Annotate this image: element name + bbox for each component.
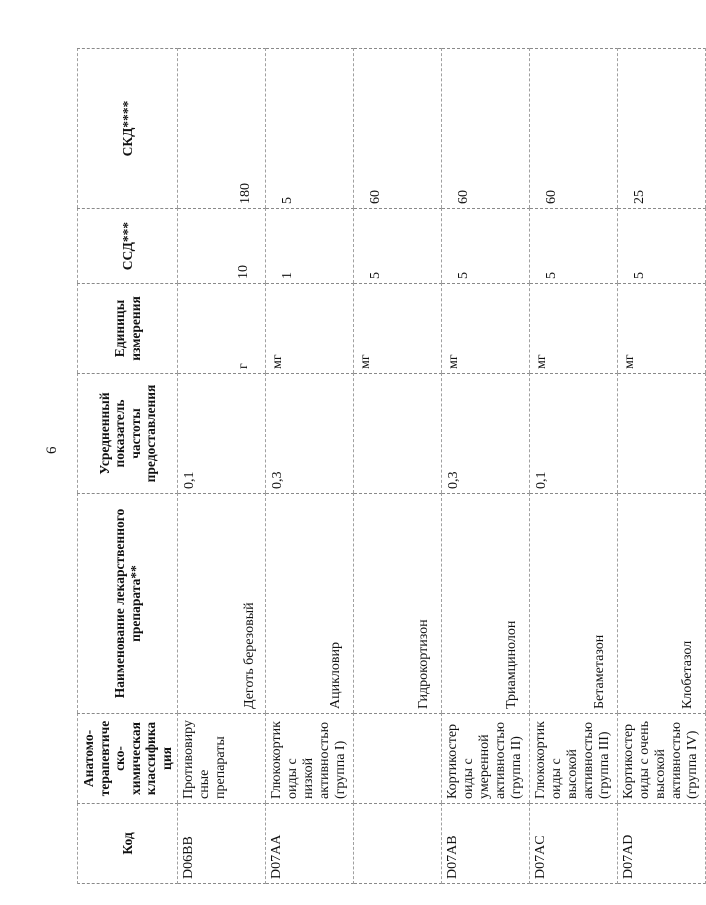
cell-freq xyxy=(354,374,442,494)
cell-ssd: 5 xyxy=(618,209,706,284)
cell-skd: 60 xyxy=(354,49,442,209)
table-row xyxy=(618,49,706,884)
cell-freq: 0,3 xyxy=(442,374,530,494)
header-freq: Усредненный показатель частоты предоставления xyxy=(78,374,178,494)
cell-code: D06BB xyxy=(178,804,266,884)
cell-ssd: 5 xyxy=(354,209,442,284)
table-row xyxy=(266,49,354,884)
cell-skd: 180 xyxy=(178,49,266,209)
cell-code: D07AD xyxy=(618,804,706,884)
cell-ssd: 5 xyxy=(442,209,530,284)
cell-skd: 60 xyxy=(530,49,618,209)
cell-atc: Кортикостероиды с умеренной активностью (группа II) xyxy=(442,714,530,804)
cell-freq: 0,1 xyxy=(530,374,618,494)
page-number: 6 xyxy=(44,446,60,454)
drug-table-container xyxy=(77,49,701,884)
cell-name: Гидрокортизон xyxy=(354,494,442,714)
header-ssd: ССД*** xyxy=(78,209,178,284)
cell-unit: мг xyxy=(354,284,442,374)
cell-atc xyxy=(354,714,442,804)
cell-code: D07AC xyxy=(530,804,618,884)
cell-skd: 5 xyxy=(266,49,354,209)
cell-name: Клобетазол xyxy=(618,494,706,714)
cell-atc: Кортикостероиды с очень высокой активностью (группа IV) xyxy=(618,714,706,804)
cell-code: D07AB xyxy=(442,804,530,884)
cell-ssd: 5 xyxy=(530,209,618,284)
cell-name: Бетаметазон xyxy=(530,494,618,714)
cell-code xyxy=(354,804,442,884)
header-name: Наименование лекарственного препарата** xyxy=(78,494,178,714)
table-row xyxy=(442,49,530,884)
cell-ssd: 1 xyxy=(266,209,354,284)
cell-unit: мг xyxy=(530,284,618,374)
cell-atc: Глюкокортикоиды с высокой активностью (группа III) xyxy=(530,714,618,804)
table-row xyxy=(354,49,442,884)
cell-freq: 0,3 xyxy=(266,374,354,494)
cell-freq xyxy=(618,374,706,494)
cell-unit: г xyxy=(178,284,266,374)
header-code: Код xyxy=(78,804,178,884)
cell-atc: Глюкокортикоиды с низкой активностью (группа I) xyxy=(266,714,354,804)
cell-unit: мг xyxy=(442,284,530,374)
table-header-row xyxy=(78,49,178,884)
cell-skd: 60 xyxy=(442,49,530,209)
header-atc: Анатомо-терапевтическо-химическая классификация xyxy=(78,714,178,804)
cell-code: D07AA xyxy=(266,804,354,884)
drug-table xyxy=(77,48,706,884)
header-unit: Единицы измерения xyxy=(78,284,178,374)
cell-name: Триамцинолон xyxy=(442,494,530,714)
cell-name: Ацикловир xyxy=(266,494,354,714)
cell-unit: мг xyxy=(266,284,354,374)
cell-atc: Противовирусные препараты xyxy=(178,714,266,804)
table-row xyxy=(178,49,266,884)
cell-unit: мг xyxy=(618,284,706,374)
header-skd: СКД**** xyxy=(78,49,178,209)
cell-freq: 0,1 xyxy=(178,374,266,494)
table-row xyxy=(530,49,618,884)
cell-skd: 25 xyxy=(618,49,706,209)
cell-name: Деготь березовый xyxy=(178,494,266,714)
cell-ssd: 10 xyxy=(178,209,266,284)
